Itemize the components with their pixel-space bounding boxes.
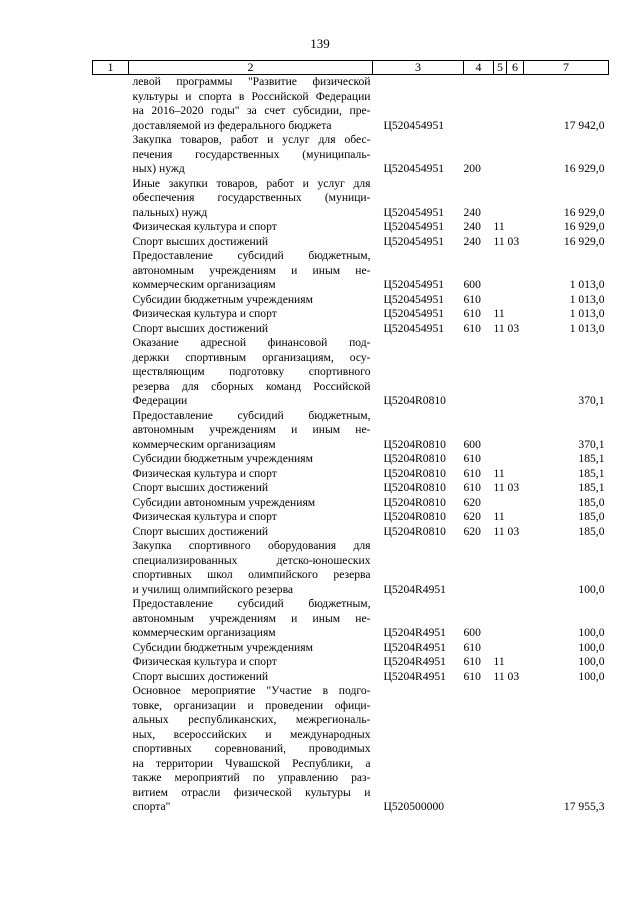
row-name-cell xyxy=(129,481,373,496)
row-name-cell xyxy=(129,249,373,293)
row-vr-cell: 240 xyxy=(463,205,481,219)
table-row xyxy=(93,409,609,453)
table-row xyxy=(93,670,609,685)
row-sum-cell: 100,0 xyxy=(578,655,605,668)
row-sum-cell: 370,1 xyxy=(578,437,605,451)
row-number-cell xyxy=(93,220,129,235)
row-vr-cell: 240 xyxy=(463,234,481,248)
row-number-cell xyxy=(93,539,129,597)
row-name-line: Физическая культура и спорт xyxy=(132,220,277,233)
row-name-line: автономным учреждениям и иным не- xyxy=(132,423,371,436)
row-vr-cell xyxy=(464,336,494,409)
row-number-cell xyxy=(93,597,129,641)
header-col-3: 3 xyxy=(373,61,464,75)
row-section-cell: 11 03 xyxy=(493,481,520,494)
row-number-cell xyxy=(93,249,129,293)
row-vr-cell: 610 xyxy=(463,655,481,668)
row-name-line: Федерации xyxy=(132,394,188,407)
row-code-cell: Ц5204R0810 xyxy=(383,495,446,509)
row-sum-cell: 185,1 xyxy=(578,452,605,465)
row-code-cell: Ц520454951 xyxy=(383,162,445,175)
row-sum-cell: 185,1 xyxy=(578,466,605,480)
row-number-cell xyxy=(93,322,129,337)
table-row xyxy=(93,336,609,409)
row-vr-cell: 610 xyxy=(463,307,481,320)
row-code-cell: Ц5204R0810 xyxy=(383,510,446,523)
budget-table xyxy=(92,60,609,815)
row-name-cell xyxy=(129,220,373,235)
header-col-5: 5 xyxy=(494,61,507,75)
row-number-cell xyxy=(93,409,129,453)
row-name-line: Спорт высших достижений xyxy=(132,321,269,335)
table-row xyxy=(93,467,609,482)
row-name-cell xyxy=(129,525,373,540)
row-code-cell: Ц520454951 xyxy=(383,118,445,132)
row-sum-cell: 1 013,0 xyxy=(569,307,605,320)
row-section-cell xyxy=(494,684,524,815)
row-sum-cell: 185,0 xyxy=(578,524,605,538)
row-sum-cell: 16 929,0 xyxy=(563,234,605,248)
row-section-cell xyxy=(494,75,524,134)
row-number-cell xyxy=(93,467,129,482)
row-name-line: держки спортивным организациям, осу- xyxy=(132,350,371,364)
row-name-line: Закупка спортивного оборудования для xyxy=(132,539,371,552)
row-section-cell xyxy=(494,641,524,656)
row-number-cell xyxy=(93,655,129,670)
row-sum-cell: 100,0 xyxy=(578,582,605,596)
row-name-line: резерва для сборных команд Российской xyxy=(132,379,371,393)
row-name-line: культуры и спорта в Российской Федерации xyxy=(132,89,371,103)
row-section-cell: 11 xyxy=(493,220,505,233)
row-name-cell xyxy=(129,641,373,656)
row-name-cell xyxy=(129,452,373,467)
row-number-cell xyxy=(93,481,129,496)
row-name-line: альных республиканских, межрегиональ- xyxy=(132,713,371,726)
row-name-line: Субсидии бюджетным учреждениям xyxy=(132,640,313,654)
row-code-cell: Ц5204R0810 xyxy=(383,394,446,407)
row-name-line: Оказание адресной финансовой под- xyxy=(132,336,371,349)
row-sum-cell: 1 013,0 xyxy=(569,321,605,335)
table-row xyxy=(93,597,609,641)
row-number-cell xyxy=(93,133,129,177)
row-name-cell xyxy=(129,75,373,134)
table-row xyxy=(93,293,609,308)
row-vr-cell: 610 xyxy=(463,292,481,306)
row-section-cell: 11 03 xyxy=(493,321,520,335)
row-section-cell xyxy=(494,133,524,177)
row-code-cell: Ц5204R4951 xyxy=(383,669,446,683)
table-row xyxy=(93,307,609,322)
row-section-cell xyxy=(494,249,524,293)
table-row xyxy=(93,525,609,540)
row-code-cell: Ц520454951 xyxy=(383,205,445,219)
row-name-line: Предоставление субсидий бюджетным, xyxy=(132,597,371,610)
row-vr-cell: 610 xyxy=(463,321,481,335)
row-vr-cell xyxy=(464,684,494,815)
row-vr-cell: 600 xyxy=(463,626,481,639)
row-number-cell xyxy=(93,684,129,815)
row-number-cell xyxy=(93,496,129,511)
row-name-line: коммерческим организациям xyxy=(132,437,276,451)
row-vr-cell: 600 xyxy=(463,278,481,291)
row-name-line: доставляемой из федерального бюджета xyxy=(132,118,332,132)
row-section-cell xyxy=(494,539,524,597)
row-section-cell: 11 03 xyxy=(493,234,520,248)
row-code-cell: Ц5204R0810 xyxy=(383,466,446,480)
table-row xyxy=(93,235,609,250)
row-name-line: Спорт высших достижений xyxy=(132,481,269,494)
row-number-cell xyxy=(93,336,129,409)
row-code-cell: Ц520500000 xyxy=(383,800,445,813)
row-name-line: автономным учреждениям и иным не- xyxy=(132,611,371,625)
row-code-cell: Ц5204R4951 xyxy=(383,640,446,654)
row-name-line: Субсидии бюджетным учреждениям xyxy=(132,452,313,465)
row-sum-cell: 17 942,0 xyxy=(563,118,605,132)
row-sum-cell: 100,0 xyxy=(578,640,605,654)
row-name-line: на 2016–2020 годы" за счет субсидии, пре- xyxy=(132,104,371,117)
table-row xyxy=(93,452,609,467)
row-sum-cell: 1 013,0 xyxy=(569,278,605,291)
row-name-line: коммерческим организациям xyxy=(132,278,276,291)
row-code-cell: Ц520454951 xyxy=(383,292,445,306)
row-code-cell: Ц520454951 xyxy=(383,220,445,233)
row-number-cell xyxy=(93,177,129,221)
table-row xyxy=(93,655,609,670)
row-name-line: печения государственных (муниципаль- xyxy=(132,147,371,161)
row-name-line: и училищ олимпийского резерва xyxy=(132,582,294,596)
row-name-cell xyxy=(129,322,373,337)
row-vr-cell xyxy=(464,75,494,134)
row-name-cell xyxy=(129,177,373,221)
row-sum-cell: 16 929,0 xyxy=(563,220,605,233)
row-name-cell xyxy=(129,409,373,453)
row-section-cell xyxy=(494,496,524,511)
row-sum-cell: 185,0 xyxy=(578,495,605,509)
row-name-line: коммерческим организациям xyxy=(132,626,276,639)
table-row xyxy=(93,220,609,235)
header-col-7: 7 xyxy=(524,61,609,75)
row-sum-cell: 16 929,0 xyxy=(563,205,605,219)
row-name-line: ных) нужд xyxy=(132,162,185,175)
row-vr-cell: 610 xyxy=(463,481,481,494)
row-name-cell xyxy=(129,597,373,641)
table-row xyxy=(93,133,609,177)
row-code-cell: Ц520454951 xyxy=(383,307,445,320)
row-vr-cell xyxy=(464,539,494,597)
row-name-cell xyxy=(129,235,373,250)
row-name-line: Иные закупки товаров, работ и услуг для xyxy=(132,176,371,190)
row-code-cell: Ц5204R4951 xyxy=(383,582,446,596)
row-code-cell: Ц5204R0810 xyxy=(383,524,446,538)
row-section-cell: 11 03 xyxy=(493,524,520,538)
table-row xyxy=(93,641,609,656)
row-code-cell: Ц520454951 xyxy=(383,321,445,335)
row-name-cell xyxy=(129,510,373,525)
row-name-cell xyxy=(129,496,373,511)
table-row xyxy=(93,249,609,293)
row-name-line: Физическая культура и спорт xyxy=(132,510,277,523)
row-section-cell xyxy=(494,293,524,308)
row-name-line: на территории Чувашской Республики, а xyxy=(132,756,371,770)
row-vr-cell: 240 xyxy=(463,220,481,233)
row-section-cell: 11 xyxy=(493,466,505,480)
table-row xyxy=(93,684,609,815)
row-sum-cell: 100,0 xyxy=(578,626,605,639)
table-row xyxy=(93,539,609,597)
row-name-line: Основное мероприятие "Участие в подго- xyxy=(132,684,371,697)
row-name-cell xyxy=(129,684,373,815)
table-row xyxy=(93,75,609,134)
row-section-cell xyxy=(494,177,524,221)
row-number-cell xyxy=(93,670,129,685)
row-number-cell xyxy=(93,235,129,250)
row-name-line: левой программы "Развитие физической xyxy=(132,75,371,88)
table-row xyxy=(93,322,609,337)
row-number-cell xyxy=(93,452,129,467)
row-name-line: Спорт высших достижений xyxy=(132,524,269,538)
row-name-cell xyxy=(129,133,373,177)
row-code-cell: Ц5204R0810 xyxy=(383,481,446,494)
row-name-line: специализированных детско-юношеских xyxy=(132,553,371,567)
row-name-line: ных, всероссийских и международных xyxy=(132,727,371,741)
table-row xyxy=(93,496,609,511)
row-name-cell xyxy=(129,670,373,685)
row-name-line: автономным учреждениям и иным не- xyxy=(132,263,371,277)
row-section-cell: 11 xyxy=(493,510,505,523)
row-name-line: Спорт высших достижений xyxy=(132,234,269,248)
header-col-4: 4 xyxy=(464,61,494,75)
row-name-cell xyxy=(129,293,373,308)
row-name-line: ществляющим подготовку спортивного xyxy=(132,365,371,378)
table-header-row xyxy=(93,61,609,75)
header-col-2: 2 xyxy=(129,61,373,75)
row-vr-cell: 610 xyxy=(463,452,481,465)
row-sum-cell: 1 013,0 xyxy=(569,292,605,306)
row-name-line: пальных) нужд xyxy=(132,205,208,219)
row-code-cell: Ц5204R4951 xyxy=(383,655,446,668)
header-col-6: 6 xyxy=(507,61,524,75)
row-name-cell xyxy=(129,336,373,409)
row-section-cell: 11 xyxy=(493,655,505,668)
row-name-line: Предоставление субсидий бюджетным, xyxy=(132,249,371,262)
row-section-cell: 11 03 xyxy=(493,669,520,683)
row-name-line: Субсидии автономным учреждениям xyxy=(132,495,316,509)
row-sum-cell: 17 955,3 xyxy=(563,800,605,813)
row-vr-cell: 200 xyxy=(463,162,481,175)
row-name-line: спорта" xyxy=(132,800,171,813)
row-section-cell xyxy=(494,336,524,409)
row-name-line: Закупка товаров, работ и услуг для обес- xyxy=(132,133,371,146)
row-vr-cell: 620 xyxy=(463,524,481,538)
header-col-1: 1 xyxy=(93,61,129,75)
row-code-cell: Ц5204R0810 xyxy=(383,452,446,465)
row-code-cell: Ц520454951 xyxy=(383,278,445,291)
row-name-cell xyxy=(129,307,373,322)
row-name-cell xyxy=(129,655,373,670)
row-vr-cell: 610 xyxy=(463,640,481,654)
row-sum-cell: 370,1 xyxy=(578,394,605,407)
row-section-cell: 11 xyxy=(493,307,505,320)
row-vr-cell: 610 xyxy=(463,466,481,480)
row-name-line: спортивных школ олимпийского резерва xyxy=(132,568,371,581)
row-vr-cell: 620 xyxy=(463,495,481,509)
row-section-cell xyxy=(494,597,524,641)
row-name-line: спортивных соревнований, проводимых xyxy=(132,742,371,755)
row-number-cell xyxy=(93,641,129,656)
row-name-line: Спорт высших достижений xyxy=(132,669,269,683)
row-number-cell xyxy=(93,293,129,308)
row-name-line: также мероприятий по управлению раз- xyxy=(132,771,371,784)
row-name-line: Субсидии бюджетным учреждениям xyxy=(132,292,313,306)
row-number-cell xyxy=(93,510,129,525)
row-number-cell xyxy=(93,525,129,540)
row-vr-cell: 610 xyxy=(463,669,481,683)
row-name-line: Физическая культура и спорт xyxy=(132,655,277,668)
row-code-cell: Ц520454951 xyxy=(383,234,445,248)
row-name-line: Физическая культура и спорт xyxy=(132,466,277,480)
row-vr-cell: 600 xyxy=(463,437,481,451)
row-section-cell xyxy=(494,409,524,453)
row-number-cell xyxy=(93,75,129,134)
row-sum-cell: 100,0 xyxy=(578,669,605,683)
row-sum-cell: 16 929,0 xyxy=(563,162,605,175)
row-name-cell xyxy=(129,467,373,482)
row-name-line: товке, организации и проведении офици- xyxy=(132,698,371,712)
row-section-cell xyxy=(494,452,524,467)
table-row xyxy=(93,510,609,525)
row-name-cell xyxy=(129,539,373,597)
row-sum-cell: 185,0 xyxy=(578,510,605,523)
row-vr-cell: 620 xyxy=(463,510,481,523)
row-code-cell: Ц5204R0810 xyxy=(383,437,446,451)
row-number-cell xyxy=(93,307,129,322)
row-name-line: обеспечения государственных (муници- xyxy=(132,191,371,204)
row-name-line: Предоставление субсидий бюджетным, xyxy=(132,408,371,422)
table-body xyxy=(93,75,609,815)
row-name-line: Физическая культура и спорт xyxy=(132,307,277,320)
page-number: 139 xyxy=(310,36,330,51)
row-code-cell: Ц5204R4951 xyxy=(383,626,446,639)
table-row xyxy=(93,177,609,221)
table-row xyxy=(93,481,609,496)
row-sum-cell: 185,1 xyxy=(578,481,605,494)
row-name-line: витием отрасли физической культуры и xyxy=(132,785,371,799)
